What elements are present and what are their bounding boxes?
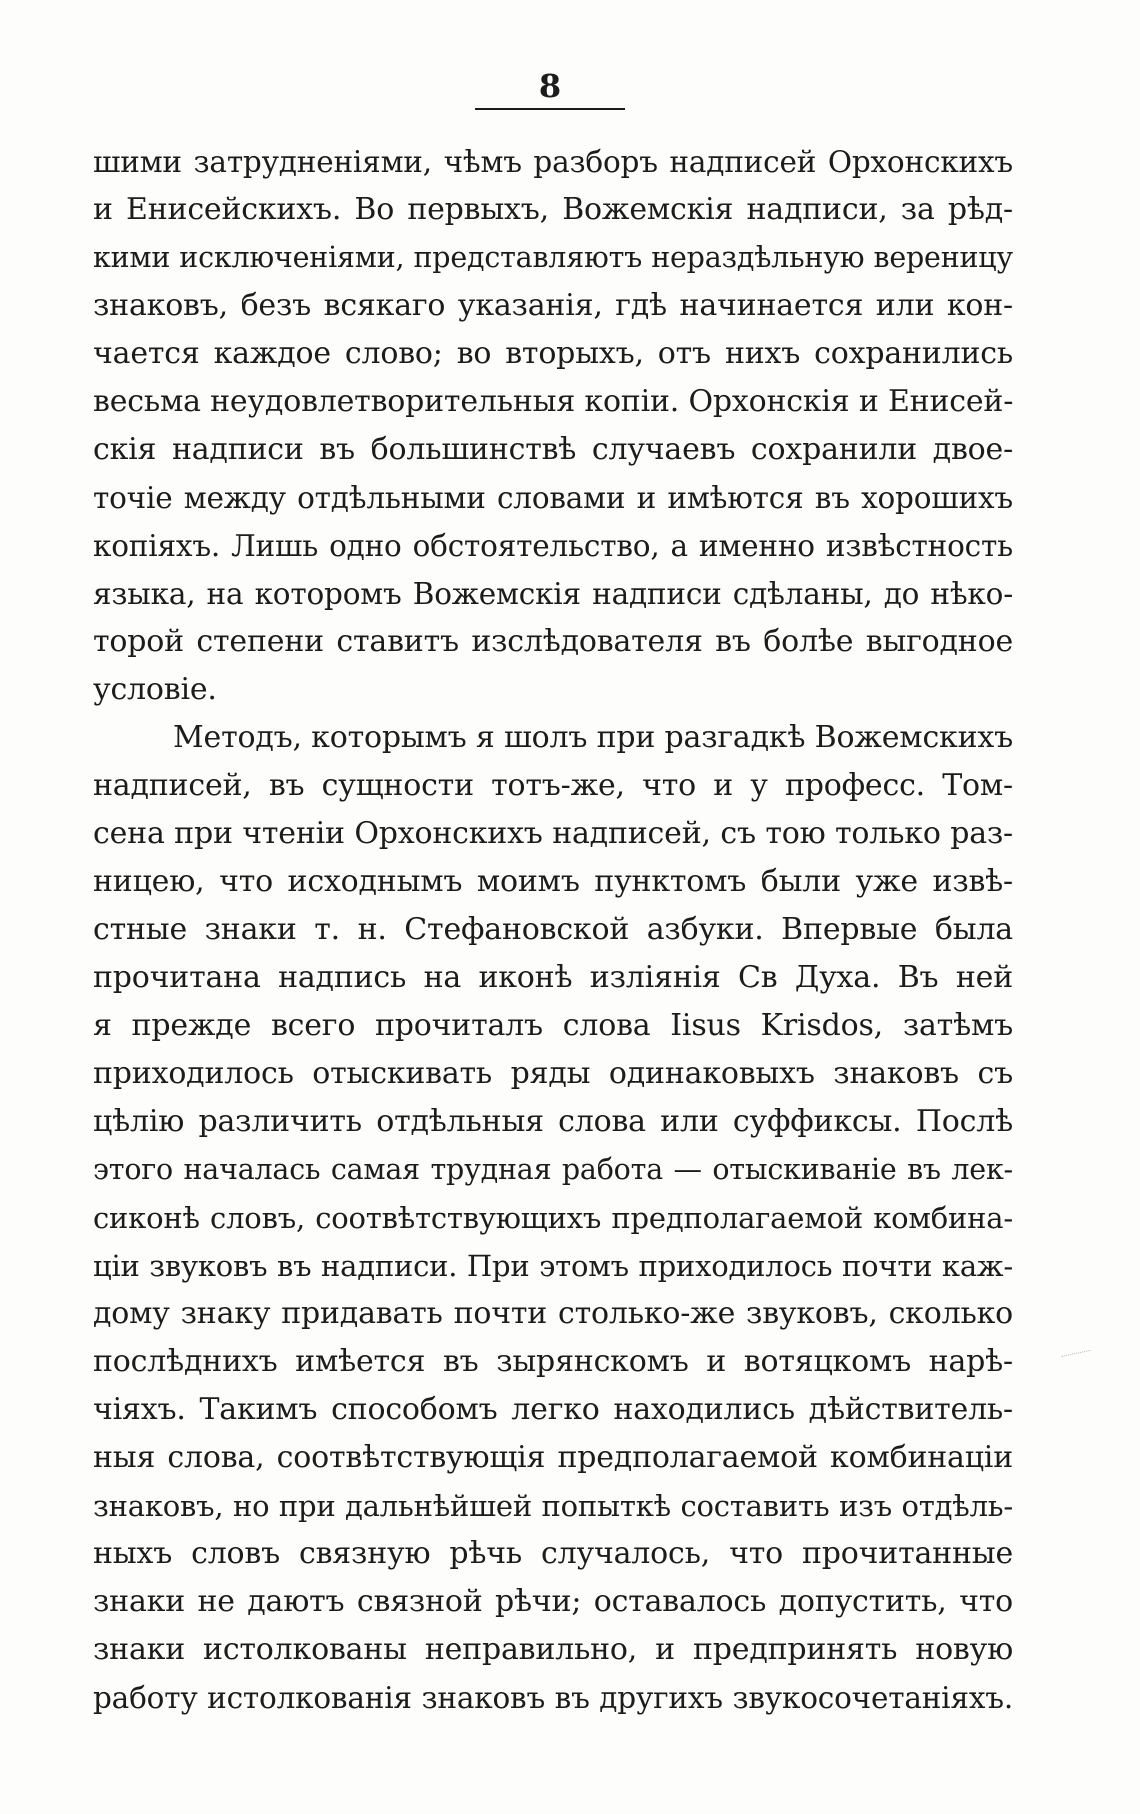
text-line: ныхъ словъ связную рѣчь случалось, что прочитанные xyxy=(93,1536,1013,1571)
text-line: чіяхъ. Такимъ способомъ легко находились дѣйствитель- xyxy=(93,1392,1013,1427)
text-line: дому знаку придавать почти столько-же звуковъ, сколько xyxy=(93,1296,1013,1331)
text-line: знаки не даютъ связной рѣчи; оставалось допустить, что xyxy=(93,1584,1013,1619)
text-line: ныя слова, соотвѣтствующія предполагаемой комбинаціи xyxy=(93,1440,1013,1475)
text-line: этого началась самая трудная работа — отыскиваніе въ лек- xyxy=(93,1153,1013,1186)
page-number-rule xyxy=(475,108,625,110)
text-line: сена при чтеніи Орхонскихъ надписей, съ тою только раз- xyxy=(93,816,1013,851)
text-line: языка, на которомъ Вожемскія надписи сдѣланы, до нѣко- xyxy=(93,577,1013,611)
paragraph-1 xyxy=(93,138,1013,714)
text-line: послѣднихъ имѣется въ зырянскомъ и вотяцкомъ нарѣ- xyxy=(93,1344,1013,1379)
paragraph-2 xyxy=(93,714,1013,1722)
text-line: шими затрудненіями, чѣмъ разборъ надписей Орхонскихъ xyxy=(93,145,1013,179)
text-line: сиконѣ словъ, соотвѣтствующихъ предполагаемой комбина- xyxy=(93,1201,1013,1235)
text-line: приходилось отыскивать ряды одинаковыхъ знаковъ съ xyxy=(93,1056,1013,1091)
text-line: и Енисейскихъ. Во первыхъ, Вожемскія надписи, за рѣд- xyxy=(93,192,1013,227)
margin-pencil-mark xyxy=(1059,1340,1091,1357)
text-line: знаковъ, безъ всякаго указанія, гдѣ начинается или кон- xyxy=(93,288,1013,323)
text-line: знаки истолкованы неправильно, и предпринять новую xyxy=(93,1632,1013,1667)
text-line: ницею, что исходнымъ моимъ пунктомъ были уже извѣ- xyxy=(93,864,1013,899)
text-line: торой степени ставитъ изслѣдователя въ болѣе выгодное xyxy=(93,624,1013,659)
text-line: знаковъ, но при дальнѣйшей попыткѣ составить изъ отдѣль- xyxy=(93,1489,1013,1523)
text-line: стные знаки т. н. Стефановской азбуки. Впервые была xyxy=(93,912,1013,947)
text-line: ціи звуковъ въ надписи. При этомъ приходилось почти каж- xyxy=(93,1249,1013,1283)
page-number: 8 xyxy=(538,67,562,105)
text-line: копіяхъ. Лишь одно обстоятельство, а именно извѣстность xyxy=(93,529,1013,563)
body-text xyxy=(93,138,1013,1722)
text-line: точіе между отдѣльными словами и имѣются въ хорошихъ xyxy=(93,481,1013,515)
text-line: прочитана надпись на иконѣ изліянія Св Духа. Въ ней xyxy=(93,960,1013,995)
text-line: Методъ, которымъ я шолъ при разгадкѣ Вожемскихъ xyxy=(173,720,1013,755)
text-line: условіе. xyxy=(93,672,217,707)
text-line: весьма неудовлетворительныя копіи. Орхонскія и Енисей- xyxy=(93,384,1014,419)
text-line: кими исключеніями, представляютъ нераздѣльную вереницу xyxy=(93,241,1013,274)
text-line: цѣлію различить отдѣльныя слова или суффиксы. Послѣ xyxy=(93,1104,1013,1139)
text-line: работу истолкованія знаковъ въ другихъ звукосочетаніяхъ. xyxy=(93,1681,1013,1715)
text-line: надписей, въ сущности тотъ-же, что и у професс. Том- xyxy=(93,768,1013,803)
text-line: скія надписи въ большинствѣ случаевъ сохранили двое- xyxy=(93,432,1013,467)
text-line: чается каждое слово; во вторыхъ, отъ нихъ сохранились xyxy=(93,336,1013,371)
text-line: я прежде всего прочиталъ слова Iisus Krisdos, затѣмъ xyxy=(93,1008,1013,1043)
